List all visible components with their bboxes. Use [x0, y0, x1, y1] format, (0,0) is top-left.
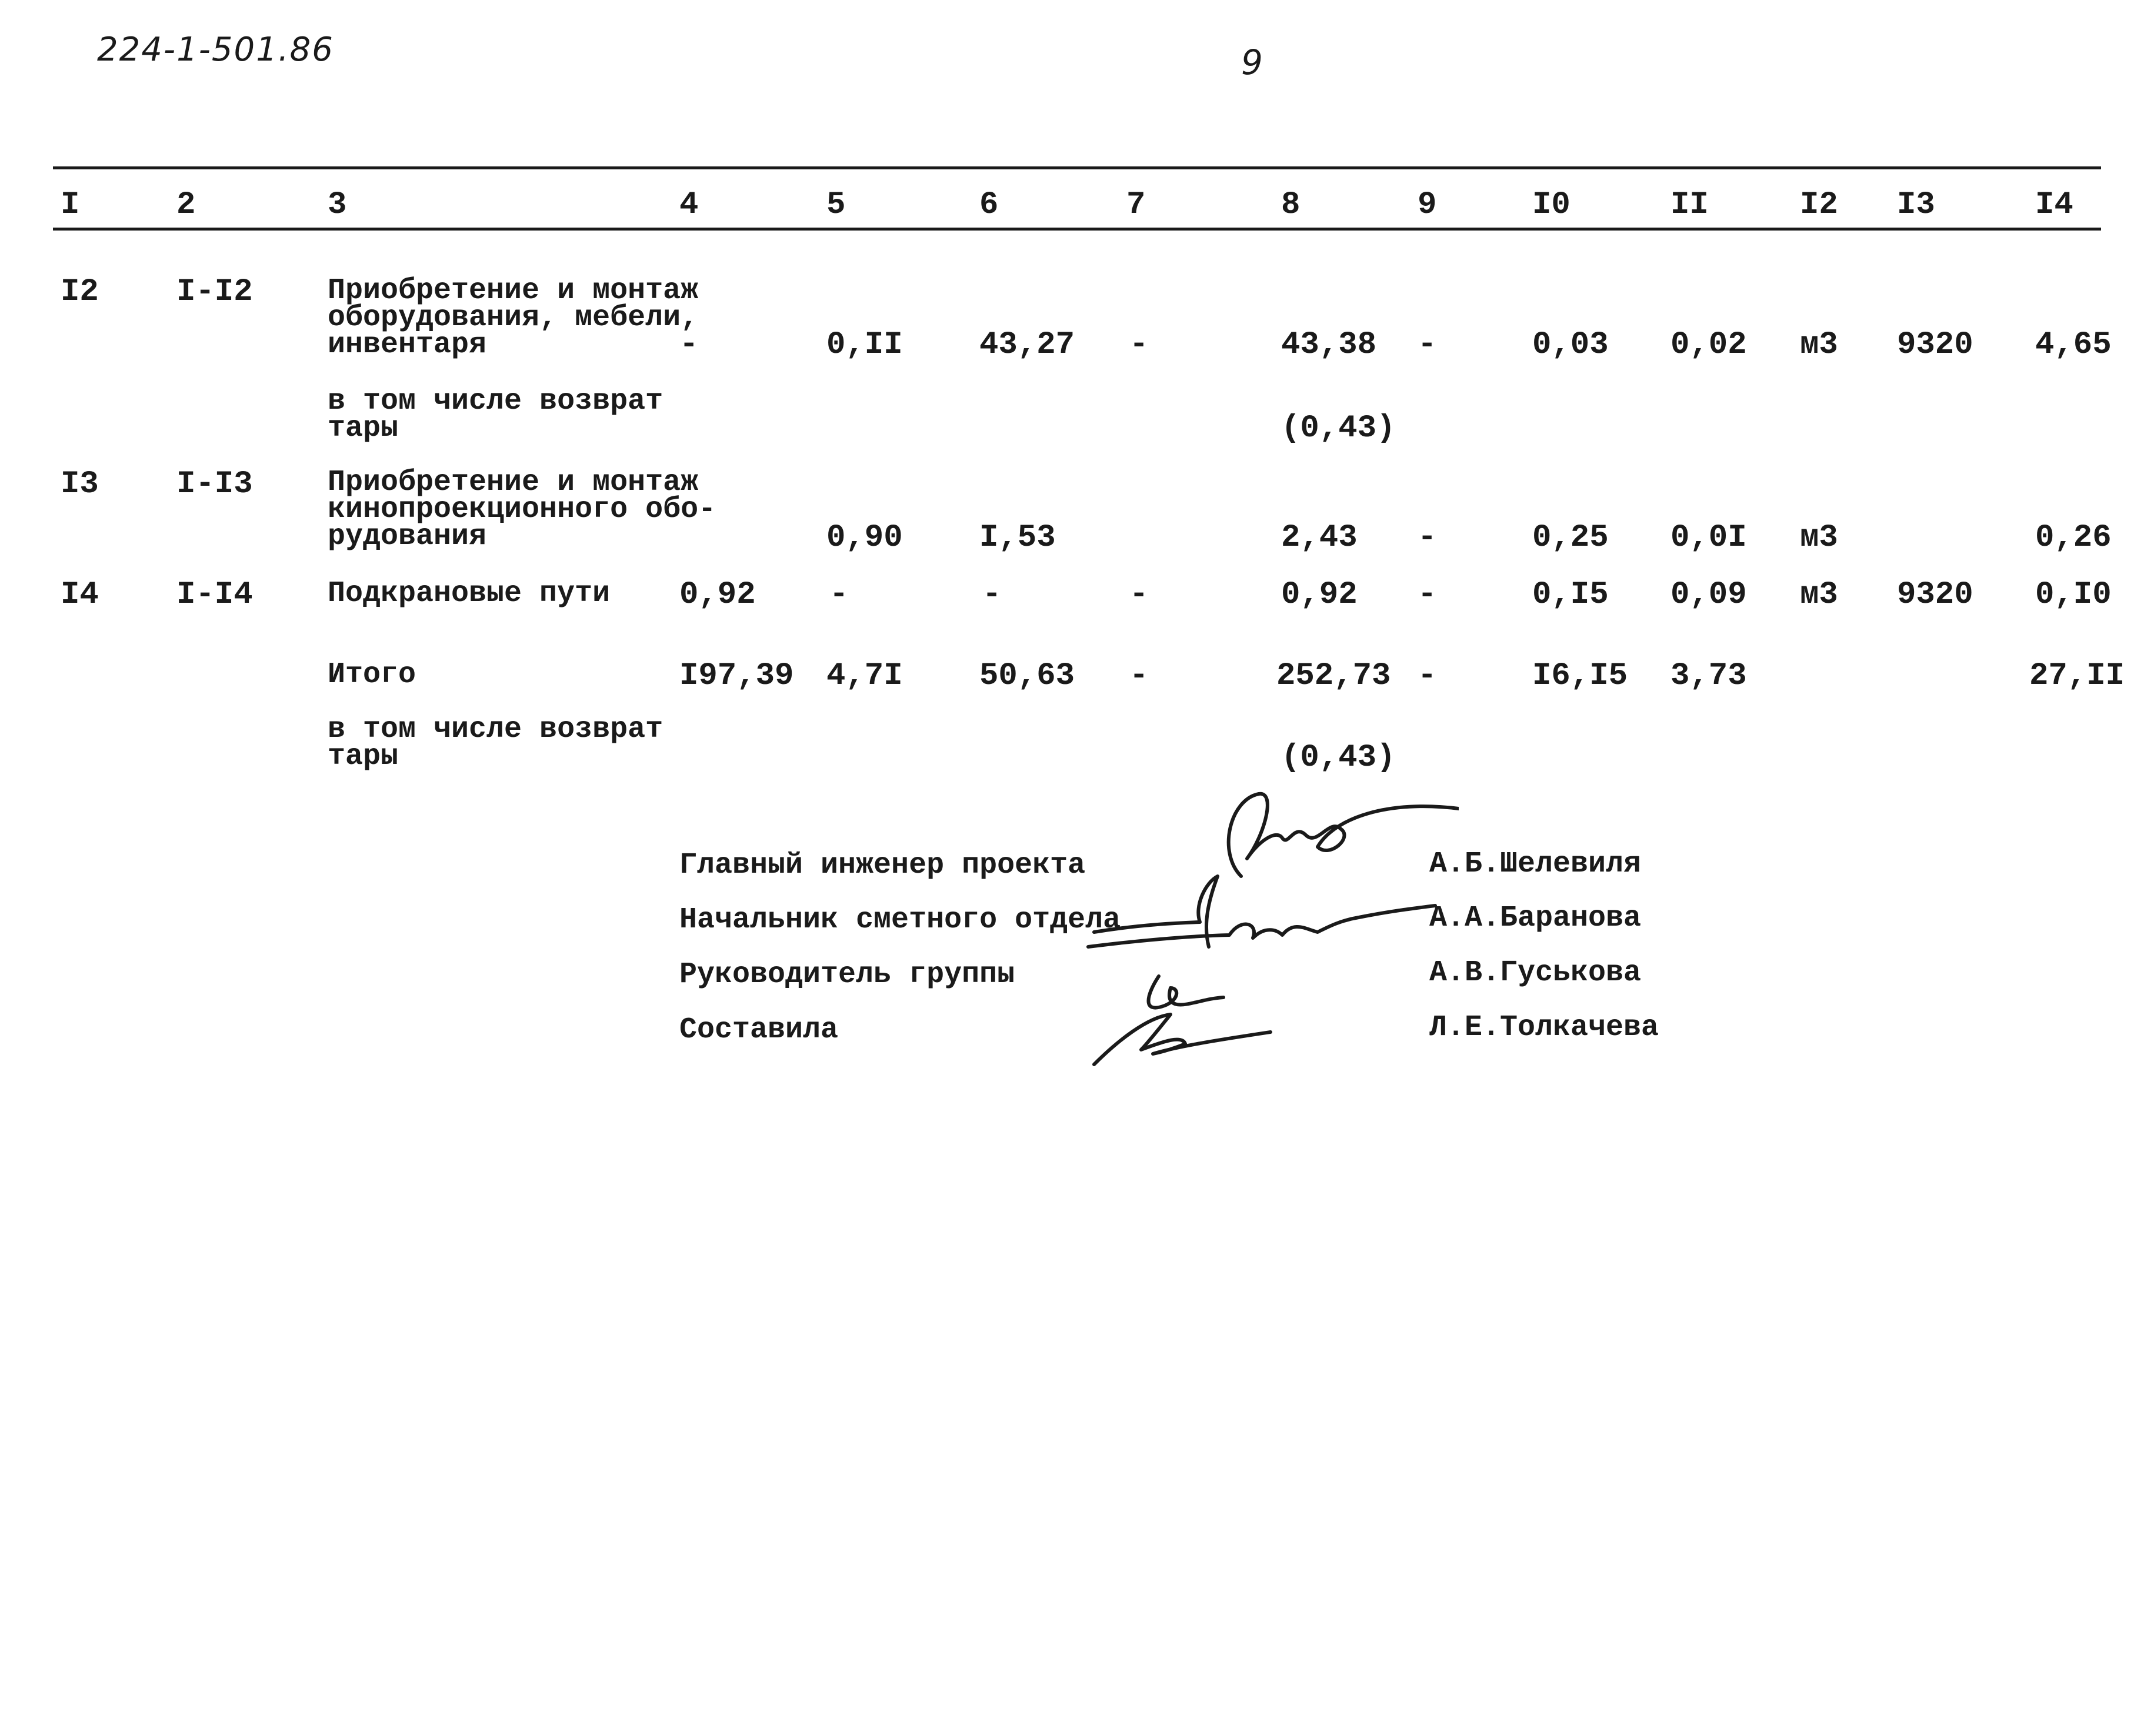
row-description-line: инвентаря: [328, 328, 487, 362]
cell-col7: -: [1129, 658, 1149, 694]
row-description-line: тары: [328, 740, 399, 773]
signatory-name: А.Б.Шелевиля: [1429, 847, 1642, 881]
cell-col10: 0,03: [1532, 327, 1609, 363]
cell-col10: 0,25: [1532, 520, 1609, 556]
cell-col9: -: [1418, 577, 1437, 613]
cell-col6: -: [982, 577, 1002, 613]
row-description-line: Подкрановые пути: [328, 577, 611, 610]
cell-col11: 0,02: [1670, 327, 1747, 363]
cell-col11: 0,09: [1670, 577, 1747, 613]
row-description-line: рудования: [328, 520, 487, 553]
cell-col13: 9320: [1897, 577, 1973, 613]
cell-col8: (0,43): [1281, 410, 1396, 446]
signatory-title: Начальник сметного отдела: [679, 903, 1121, 937]
cell-col4: -: [679, 327, 699, 363]
row-description-line: Приобретение и монтаж: [328, 466, 699, 499]
signatory-title: Составила: [679, 1013, 839, 1047]
cell-col14: 27,II: [2029, 658, 2125, 694]
cell-col6: I,53: [979, 520, 1056, 556]
row-code: I-I2: [176, 274, 253, 310]
cell-col7: -: [1129, 327, 1149, 363]
cell-col8: 2,43: [1281, 520, 1358, 556]
cell-col12-unit: м3: [1800, 577, 1838, 613]
cell-col7: -: [1129, 577, 1149, 613]
cell-col9: -: [1418, 327, 1437, 363]
cell-col11: 0,0I: [1670, 520, 1747, 556]
handwritten-signatures: [1082, 782, 1459, 1070]
row-number: I2: [61, 274, 99, 310]
cell-col11: 3,73: [1670, 658, 1747, 694]
row-code: I-I4: [176, 577, 253, 613]
cell-col8: 0,92: [1281, 577, 1358, 613]
col-header-10: I0: [1532, 187, 1571, 223]
signatory-name: А.В.Гуськова: [1429, 956, 1642, 990]
col-header-1: I: [61, 187, 80, 223]
col-header-8: 8: [1281, 187, 1301, 223]
col-header-6: 6: [979, 187, 999, 223]
signature-group-lead: [1149, 976, 1224, 1008]
col-header-4: 4: [679, 187, 699, 223]
cell-col6: 43,27: [979, 327, 1075, 363]
row-number: I4: [61, 577, 99, 613]
total-label: Итого: [328, 658, 416, 692]
col-header-9: 9: [1418, 187, 1437, 223]
table-header-rule: [53, 228, 2101, 231]
cell-col8: 43,38: [1281, 327, 1377, 363]
signature-compiler: [1094, 1014, 1271, 1064]
signatory-name: Л.Е.Толкачева: [1429, 1011, 1659, 1044]
signature-head-estimate: [1088, 876, 1435, 947]
cell-col14: 4,65: [2035, 327, 2112, 363]
cell-col9: -: [1418, 520, 1437, 556]
signature-chief-engineer: [1229, 794, 1459, 876]
signatory-name: А.А.Баранова: [1429, 902, 1642, 935]
cell-col5: 4,7I: [826, 658, 903, 694]
col-header-12: I2: [1800, 187, 1838, 223]
cell-col4: I97,39: [679, 658, 794, 694]
row-description-line: Приобретение и монтаж: [328, 274, 699, 308]
cell-col13: 9320: [1897, 327, 1973, 363]
cell-col4: 0,92: [679, 577, 756, 613]
cell-col8: 252,73: [1276, 658, 1391, 694]
cell-col14: 0,26: [2035, 520, 2112, 556]
col-header-5: 5: [826, 187, 846, 223]
col-header-11: II: [1670, 187, 1709, 223]
col-header-14: I4: [2035, 187, 2073, 223]
table-top-rule: [53, 166, 2101, 169]
signatory-title: Главный инженер проекта: [679, 849, 1086, 882]
document-code: 224-1-501.86: [97, 31, 334, 69]
cell-col5: 0,90: [826, 520, 903, 556]
col-header-2: 2: [176, 187, 196, 223]
row-description-line: кинопроекционного обо-: [328, 493, 716, 526]
signatory-title: Руководитель группы: [679, 958, 1015, 991]
cell-col5: 0,II: [826, 327, 903, 363]
col-header-3: 3: [328, 187, 347, 223]
col-header-7: 7: [1126, 187, 1146, 223]
cell-col10: I6,I5: [1532, 658, 1628, 694]
row-description-line: в том числе возврат: [328, 713, 663, 746]
cell-col5: -: [829, 577, 849, 613]
row-number: I3: [61, 466, 99, 502]
row-description-line: в том числе возврат: [328, 385, 663, 418]
cell-col9: -: [1418, 658, 1437, 694]
cell-col6: 50,63: [979, 658, 1075, 694]
row-description-line: тары: [328, 412, 399, 445]
row-description-line: оборудования, мебели,: [328, 301, 699, 335]
cell-col14: 0,I0: [2035, 577, 2112, 613]
cell-col12-unit: м3: [1800, 327, 1838, 363]
col-header-13: I3: [1897, 187, 1935, 223]
page-number: 9: [1241, 42, 1263, 82]
cell-col12-unit: м3: [1800, 520, 1838, 556]
cell-col10: 0,I5: [1532, 577, 1609, 613]
cell-col8: (0,43): [1281, 740, 1396, 776]
row-code: I-I3: [176, 466, 253, 502]
